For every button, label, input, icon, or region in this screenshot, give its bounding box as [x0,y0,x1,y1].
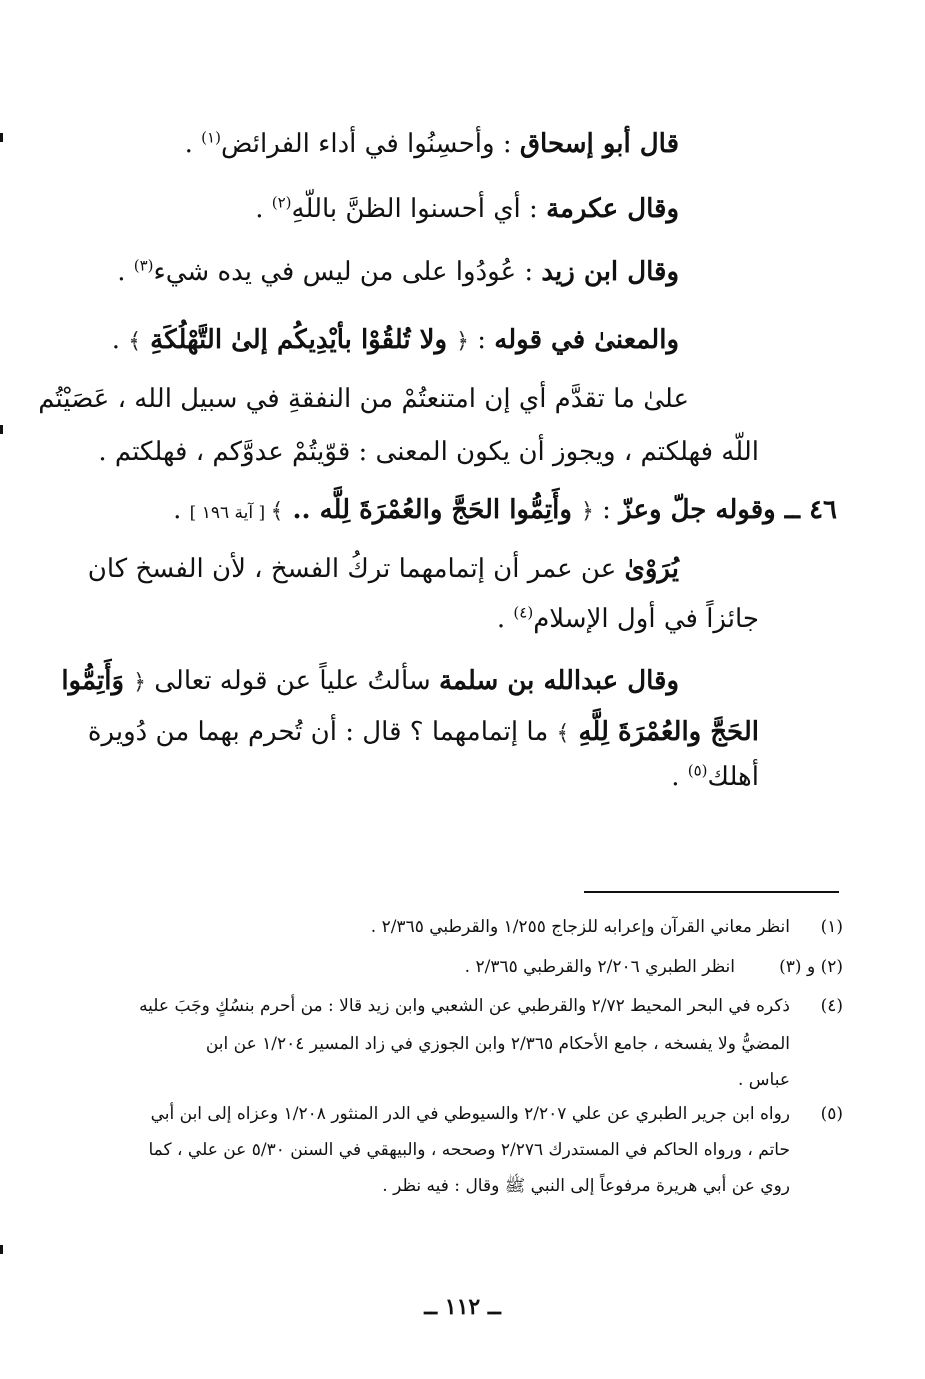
line-text: : [593,495,620,525]
text-line: علىٰ ما تقدَّم أي إن امتنعتُمْ من النفقةِ في سبيل الله ، عَصَيْتُم [38,384,689,414]
line-end: . [496,604,514,634]
quran-verse: ولا تُلقُوْا بأيْدِيكُم إلىٰ التَّهْلُكَةِ [141,325,457,355]
speaker-name: وقال عبدالله بن سلمة [438,666,679,696]
footnote-text: حاتم ، ورواه الحاكم في المستدرك ٢/٢٧٦ وصححه ، والبيهقي في السنن ٥/٣٠ عن علي ، كما [148,1140,790,1160]
line-end: . [117,257,134,287]
text-line [0,757,925,797]
text-line [0,599,925,639]
ornate-bracket-open: ﴿ [133,670,146,695]
footnote-text: عباس . [737,1070,790,1090]
line-text: : عُودُوا على من ليس في يده شيء [153,257,542,287]
quran-verse: الحَجَّ والعُمْرَةَ لِلَّهِ [569,717,759,747]
text-line [0,320,925,362]
footnote-number: (٤) [820,996,843,1016]
speaker-name: يُرَوْىٰ [624,554,679,584]
text-line [0,189,925,229]
footnote-text: انظر الطبري ٢/٢٠٦ والقرطبي ٢/٣٦٥ . [464,957,735,977]
line-text: : وأحسِنُوا في أداء الفرائض [220,129,520,159]
footnote-text: المضيُّ ولا يفسخه ، جامع الأحكام ٢/٣٦٥ وابن الجوزي في زاد المسير ١/٢٠٤ عن ابن [205,1034,790,1054]
line-text: جائزاً في أول الإسلام [533,604,759,634]
speaker-name: وقال عكرمة [546,194,679,224]
line-end: . [671,762,688,792]
line-text: : [468,325,495,355]
text-line [0,661,925,703]
footnote-text: ذكره في البحر المحيط ٢/٧٢ والقرطبي عن الشعبي وابن زيد قالا : من أحرم بنسُكٍ وجَبَ عليه [139,996,790,1016]
line-text: عن عمر أن إتمامهما تركُ الفسخ ، لأن الفسخ كان [87,554,625,584]
footnote-text: انظر معاني القرآن وإعرابه للزجاج ١/٢٥٥ والقرطبي ٢/٣٦٥ . [370,917,790,937]
footnote-separator [584,891,839,893]
ornate-bracket-open: ﴿ [580,499,594,524]
line-end: . [255,194,272,224]
footnote-ref: (١) [201,128,221,147]
line-text: ما إتمامهما ؟ قال : أن تُحرم بهما من دُويرة [87,717,557,747]
text-line [0,252,925,292]
footnote-ref: (٤) [513,603,534,622]
page-number: ــ ١١٢ ــ [424,1294,501,1320]
speaker-name: قال أبو إسحاق [519,129,679,159]
footnote-number: (٥) [820,1104,843,1124]
ornate-bracket-close: ﴾ [128,329,142,354]
ornate-bracket-open: ﴿ [456,329,469,354]
footnote-number: (٢) و (٣) [779,957,843,977]
section-number: ٤٦ ــ [784,495,837,525]
text-line [0,124,925,164]
line-text: : أي أحسنوا الظنَّ باللّهِ [291,194,547,224]
ornate-bracket-close: ﴾ [270,499,284,524]
footnote-ref: (٢) [271,193,292,212]
section-heading [0,490,925,533]
footnote-text: رواه ابن جرير الطبري عن علي ٢/٢٠٧ والسيوطي في الدر المنثور ١/٢٠٨ وعزاه إلى ابن أبي [150,1104,790,1124]
footnote-text: روي عن أبي هريرة مرفوعاً إلى النبي ﷺ وقال : فيه نظر . [382,1176,790,1196]
line-text: أهلك [707,762,759,792]
aya-reference: [ آية ١٩٦ ] [189,503,271,523]
ornate-bracket-close: ﴾ [556,721,570,746]
line-end: . [173,495,190,525]
quran-verse: وَأَتِمُّوا [61,666,134,696]
text-line [0,549,925,589]
line-end: . [111,325,129,355]
footnote-ref: (٥) [687,761,708,780]
margin-mark [0,1245,3,1254]
line-end: . [184,129,202,159]
footnote-ref: (٣) [133,256,154,275]
quran-verse: وأَتِمُّوا الحَجَّ والعُمْرَةَ لِلَّه .. [283,495,581,525]
speaker-name: وقوله جلّ وعزّ [619,495,785,525]
text-line [0,712,925,754]
speaker-name: وقال ابن زيد [541,257,679,287]
footnote-number: (١) [820,917,843,937]
line-text: سألتُ علياً عن قوله تعالى [145,666,439,696]
text-line: اللّه فهلكتم ، ويجوز أن يكون المعنى : قوّيتُمْ عدوَّكم ، فهلكتم . [98,437,759,467]
speaker-name: والمعنىٰ في قوله [494,325,679,355]
